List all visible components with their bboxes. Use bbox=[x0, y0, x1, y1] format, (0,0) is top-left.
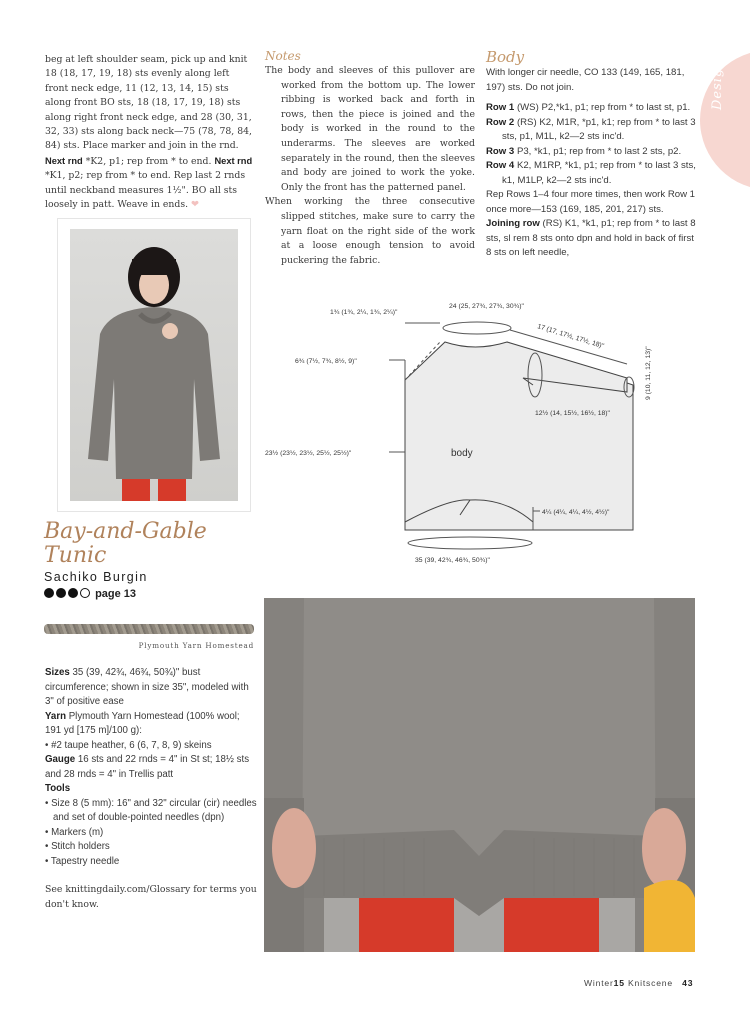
yarn-spec: Yarn Plymouth Yarn Homestead (100% wool; 191 yd [175 m]/100 g): bbox=[45, 710, 240, 736]
tool-item: • Size 8 (5 mm): 16" and 32" circular (cir) needles and set of double-pointed needles (dpn) bbox=[45, 797, 257, 823]
pattern-title: Bay-and-Gable Tunic bbox=[44, 519, 207, 568]
row-3: Row 3 P3, *k1, p1; rep from * to last 2 sts, p2. bbox=[486, 145, 682, 157]
specs-column bbox=[45, 666, 257, 912]
yarn-swatch bbox=[44, 624, 254, 634]
page-footer: Winter15 Knitscene 43 bbox=[584, 978, 694, 988]
yarn-label: Plymouth Yarn Homestead bbox=[138, 641, 254, 650]
notes-paragraph-1: The body and sleeves of this pullover are worked from the bottom up. The lower ribbing is worked back and forth in rows, then the piece is joined and the body is worked in the round to the underarms. The sleeves are worked separately in the round, then the sleeves and body are joined to work the yoke. Only the front has the patterned panel. bbox=[265, 65, 475, 193]
row-4: Row 4 K2, M1RP, *k1, p1; rep from * to last 3 sts, k1, M1LP, k2—2 sts inc'd. bbox=[486, 160, 696, 186]
skill-level bbox=[44, 588, 136, 600]
glossary-note: See knittingdaily.com/Glossary for terms you don't know. bbox=[45, 884, 257, 910]
neck-depth-label: 1¾ (1¾, 2¼, 1¾, 2¼)" bbox=[330, 309, 398, 316]
skill-dot-icon bbox=[68, 588, 78, 598]
cuff-label: 9 (10, 11, 12, 13)" bbox=[645, 346, 652, 400]
body-column bbox=[486, 48, 696, 261]
page-reference: page 13 bbox=[95, 588, 137, 600]
gauge: Gauge 16 sts and 22 rnds = 4" in St st; 18½ sts and 28 rnds = 4" in Trellis patt bbox=[45, 754, 250, 780]
sweater-detail-photo bbox=[264, 598, 695, 952]
heart-icon: ❤ bbox=[191, 199, 199, 211]
sleeve-length-label: 17 (17, 17½, 17½, 18)" bbox=[536, 323, 605, 351]
row-2: Row 2 (RS) K2, M1R, *p1, k1; rep from * to last 3 sts, p1, M1L, k2—2 sts inc'd. bbox=[486, 116, 696, 142]
neck-width-label: 24 (25, 27¾, 27¾, 30¾)" bbox=[449, 303, 524, 310]
designer-tab bbox=[700, 42, 750, 190]
notes-title: Notes bbox=[265, 49, 301, 63]
body-label: body bbox=[451, 448, 473, 459]
hem-width-label: 35 (39, 42¾, 46¾, 50¾)" bbox=[415, 557, 490, 564]
yarn-detail: • #2 taupe heather, 6 (6, 7, 8, 9) skeins bbox=[45, 739, 212, 751]
neck-ellipse bbox=[443, 322, 511, 334]
body-intro: With longer cir needle, CO 133 (149, 165, 181, 197) sts. Do not join. bbox=[486, 67, 685, 93]
model-illustration bbox=[70, 229, 238, 501]
sizes: Sizes 35 (39, 42¾, 46¾, 50¾)" bust circumference; shown in size 35", modeled with 3" of positive ease bbox=[45, 667, 249, 707]
page-number: 43 bbox=[682, 978, 694, 988]
repeat-instructions: Rep Rows 1–4 four more times, then work Row 1 once more—153 (169, 185, 201, 217) sts. bbox=[486, 189, 696, 215]
hem-ellipse bbox=[408, 537, 532, 549]
tool-item: • Markers (m) bbox=[45, 826, 104, 838]
next-rnd-label: Next rnd bbox=[214, 155, 253, 166]
next-rnd-label: Next rnd bbox=[45, 155, 83, 166]
row-1: Row 1 (WS) P2,*k1, p1; rep from * to last st, p1. bbox=[486, 102, 691, 113]
tool-item: • Tapestry needle bbox=[45, 855, 120, 867]
joining-row-text: Joining row (RS) K1, *k1, p1; rep from * to last 8 sts, sl rem 8 sts onto dpn and hold in back of first 8 sts on left needle, bbox=[486, 218, 696, 258]
model-photo bbox=[70, 229, 238, 501]
sweater-illustration bbox=[264, 598, 695, 952]
tools-heading: Tools bbox=[45, 783, 71, 794]
model-photo-frame bbox=[58, 219, 250, 511]
schematic-diagram bbox=[255, 290, 695, 580]
hem-depth-label: 4¼ (4¼, 4¼, 4½, 4½)" bbox=[542, 509, 610, 516]
tool-item: • Stitch holders bbox=[45, 841, 110, 852]
neckband-instructions: beg at left shoulder seam, pick up and knit 18 (18, 17, 19, 18) sts evenly along left front neck edge, 11 (12, 13, 14, 15) sts along front BO sts, 18 (18, 17, 19, 18) sts along right front neck edge, and 28 (30, 31, 32, 33) sts along back neck—75 (78, 78, 84, 84) sts. Place marker and join in the rnd. Next rnd *K2, p1; rep from * to end. Next rnd *K1, p2; rep from * to end. Rep last 2 rnds until neckband measures 1½". BO all sts loosely in patt. Weave in ends. ❤ bbox=[45, 54, 253, 211]
body-length-label: 23½ (23½, 23½, 25½, 25½)" bbox=[265, 450, 352, 457]
skill-dot-empty-icon bbox=[80, 588, 90, 598]
designer-name: Sachiko Burgin bbox=[44, 570, 148, 584]
notes-paragraph-2: When working the three consecutive slipped stitches, make sure to carry the yarn float on the right side of the work at a loose enough tension to avoid puckering the fabric. bbox=[265, 196, 475, 266]
notes-column bbox=[265, 48, 475, 268]
column-1-text bbox=[45, 53, 255, 212]
designer-tab-label: Designer bbox=[710, 42, 725, 110]
yoke-depth-label: 6¾ (7½, 7¾, 8½, 9)" bbox=[295, 358, 357, 365]
body-title: Body bbox=[486, 48, 525, 66]
upper-arm-label: 12½ (14, 15½, 16½, 18)" bbox=[535, 410, 610, 417]
skill-dot-icon bbox=[56, 588, 66, 598]
skill-dot-icon bbox=[44, 588, 54, 598]
